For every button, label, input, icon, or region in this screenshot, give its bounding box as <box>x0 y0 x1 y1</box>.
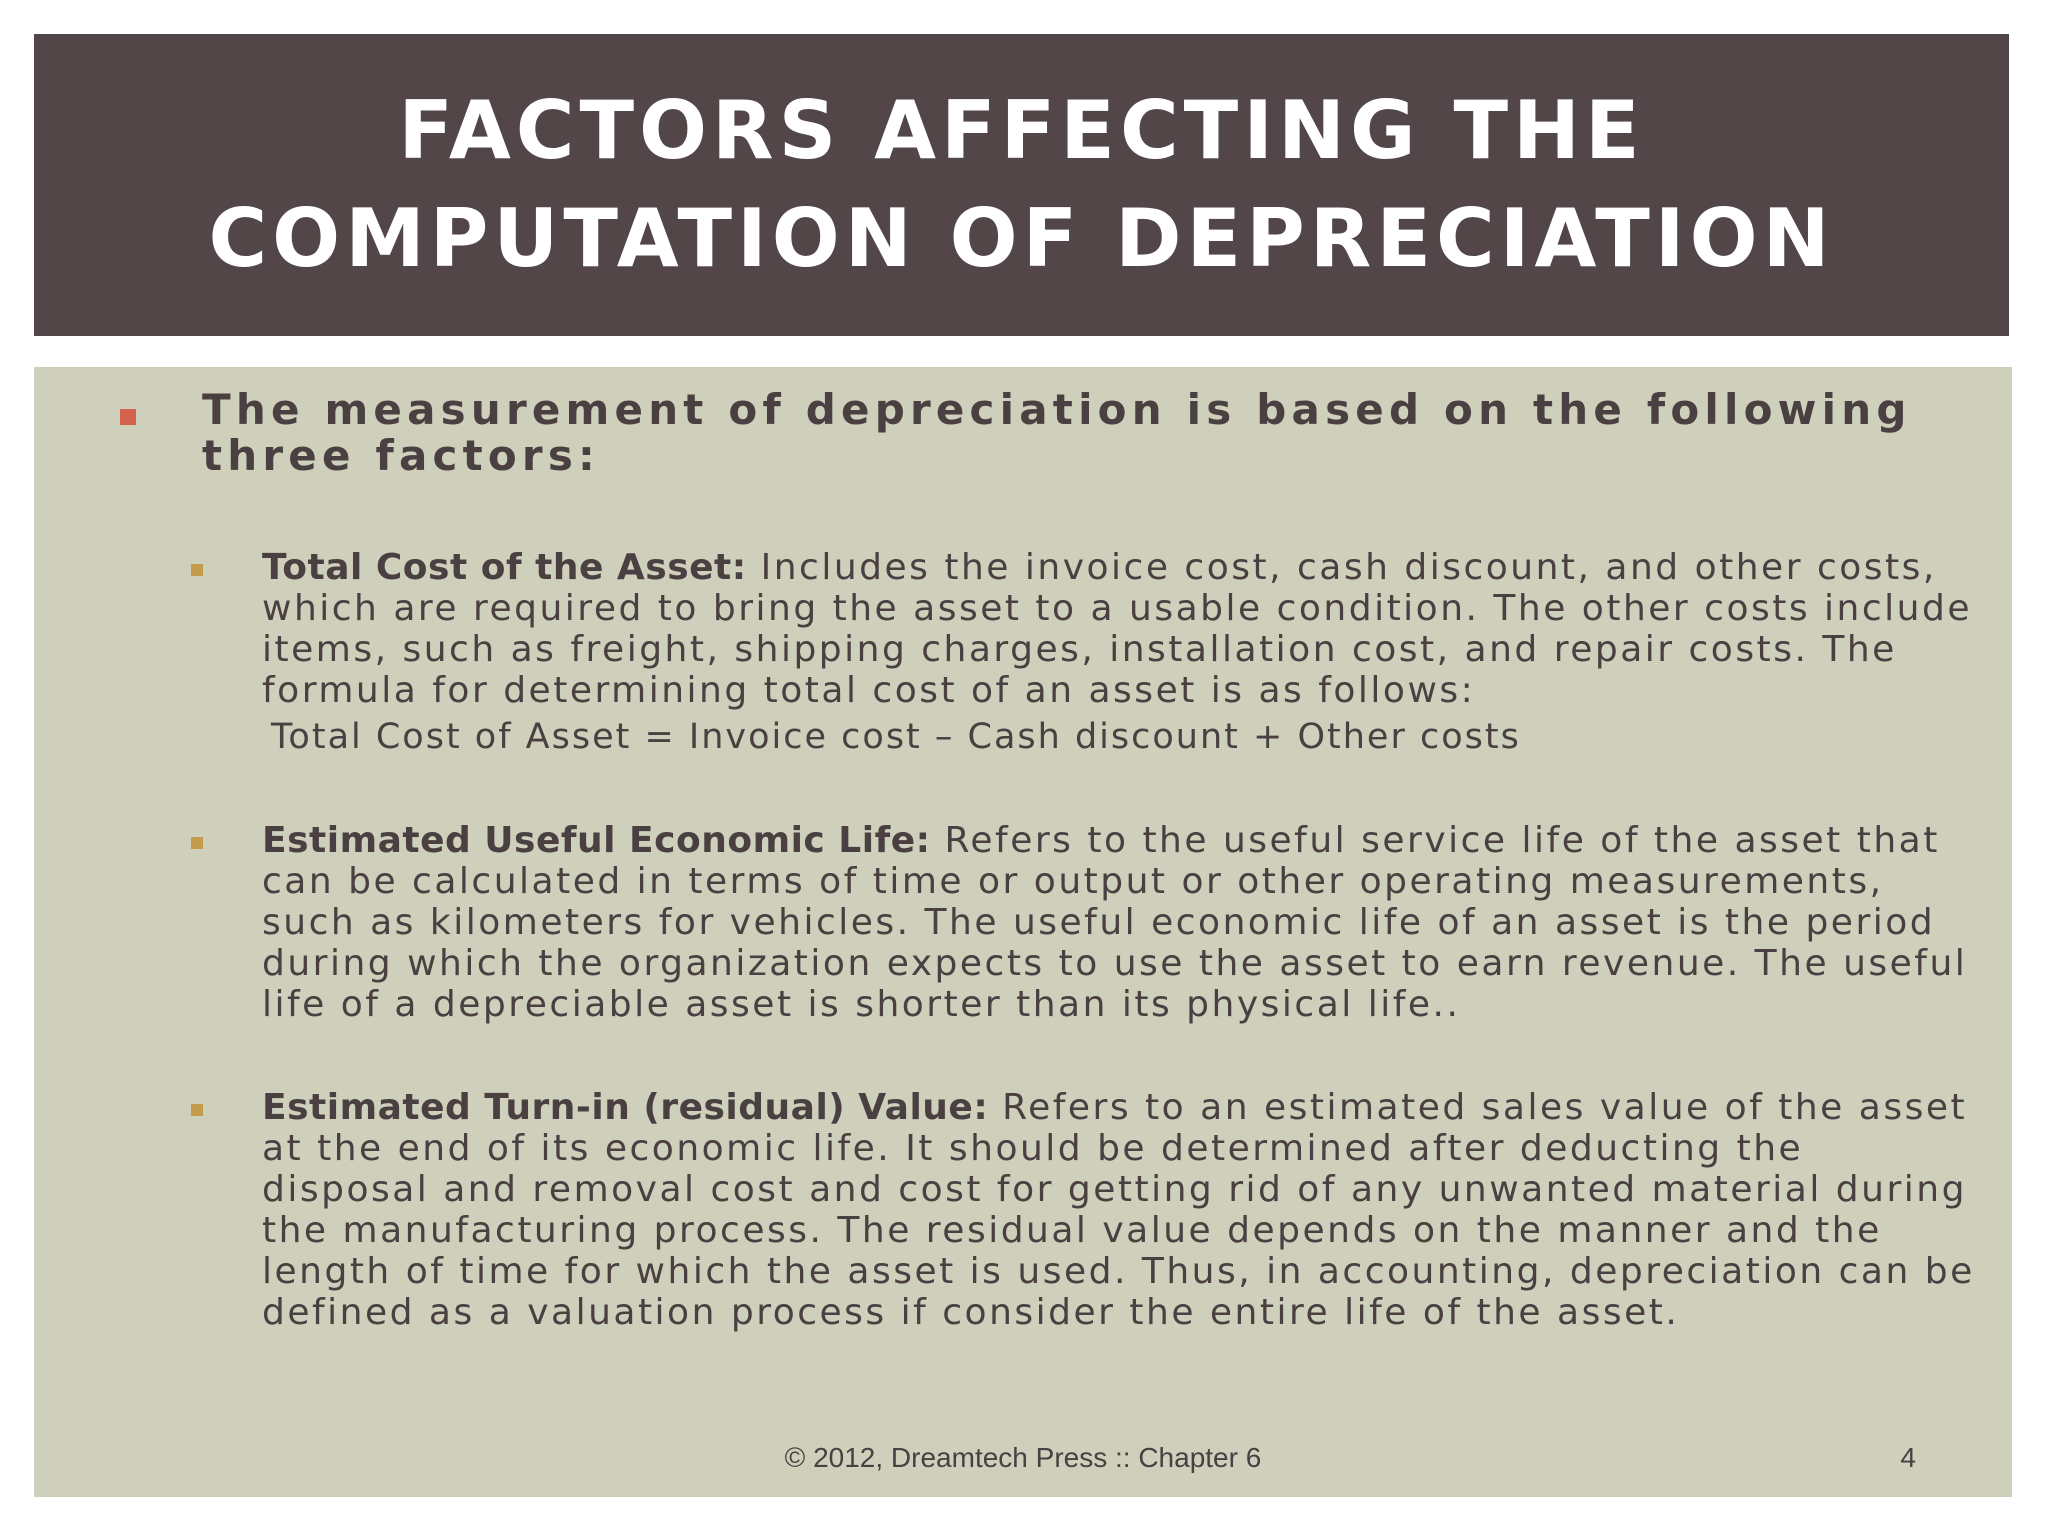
term-label: Estimated Useful Economic Life: <box>262 820 931 861</box>
term-description: Refers to an estimated sales value of the asset at the end of its economic life. It should be determined after deducting the disposal and removal cost and cost for getting rid of any unwanted material during the manufacturing process. The residual value depends on the manner and the length of time for which the asset is used. Thus, in accounting, depreciation can be defined as a valuation process if consider the entire life of the asset. <box>262 1087 1975 1333</box>
slide-title: FACTORS AFFECTING THE COMPUTATION OF DEPRECIATION <box>208 84 1835 285</box>
sub-bullet-text <box>262 547 1981 711</box>
sub-bullet-residual-value <box>191 1087 1981 1333</box>
sub-bullet-text <box>262 1087 1981 1333</box>
title-bar <box>34 34 2009 336</box>
term-description: Refers to the useful service life of the asset that can be calculated in terms of time or output or other operating measurements, such as kilometers for vehicles. The useful economic life of an asset is the period during which the organization expects to use the asset to earn revenue. The useful life of a depreciable asset is shorter than its physical life.. <box>262 820 1968 1025</box>
term-label: Estimated Turn-in (residual) Value: <box>262 1087 989 1128</box>
term-label: Total Cost of the Asset: <box>262 547 747 588</box>
sub-bullet-text <box>262 820 1981 1025</box>
square-bullet-icon <box>191 1104 203 1116</box>
footer-copyright: © 2012, Dreamtech Press :: Chapter 6 <box>784 1442 1262 1473</box>
intro-text: The measurement of depreciation is based on the following three factors: <box>202 385 1912 480</box>
formula-text: Total Cost of Asset = Invoice cost – Cash discount + Other costs <box>271 717 1521 757</box>
intro-bullet <box>120 387 1960 479</box>
sub-bullet-total-cost <box>191 547 1981 757</box>
square-bullet-icon <box>191 837 203 849</box>
square-bullet-icon <box>120 409 136 425</box>
page-number: 4 <box>1900 1442 1916 1473</box>
sub-bullet-useful-life <box>191 820 1981 1025</box>
square-bullet-icon <box>191 564 203 576</box>
content-panel <box>34 367 2012 1497</box>
term-description: Includes the invoice cost, cash discount, and other costs, which are required to bring the asset to a usable condition. The other costs include items, such as freight, shipping charges, installation cost, and repair costs. The formula for determining total cost of an asset is as follows: <box>262 547 1972 711</box>
